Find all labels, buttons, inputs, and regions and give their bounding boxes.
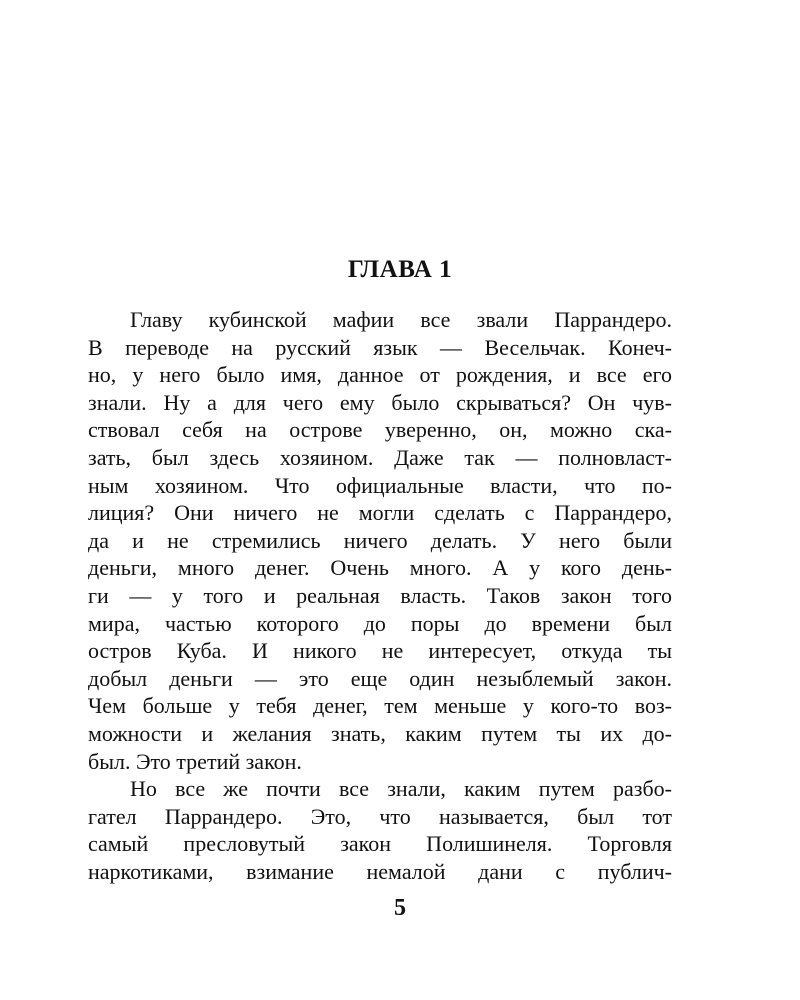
text-line: знали. Ну а для чего ему было скрываться? Он чув-: [88, 389, 672, 415]
text-line: зать, был здесь хозяином. Даже так — полновласт-: [88, 444, 672, 470]
text-line: самый пресловутый закон Полишинеля. Торговля: [88, 831, 672, 857]
text-line: мира, частью которого до поры до времени был: [88, 610, 672, 636]
text-line: но, у него было имя, данное от рождения, и все его: [88, 362, 672, 388]
text-line: добыл деньги — это еще один незыблемый закон.: [88, 665, 672, 691]
text-line: ствовал себя на острове уверенно, он, можно ска-: [88, 417, 672, 443]
page-number: 5: [394, 895, 406, 921]
text-line: остров Куба. И никого не интересует, откуда ты: [88, 638, 672, 664]
chapter-body: [88, 306, 672, 885]
text-line: В переводе на русский язык — Весельчак. Конеч-: [88, 334, 672, 360]
chapter-title: ГЛАВА 1: [347, 256, 453, 283]
text-line: Главу кубинской мафии все звали Паррандеро.: [130, 307, 672, 332]
text-line: можности и желания знать, каким путем ты их до-: [88, 720, 672, 746]
text-line: деньги, много денег. Очень много. А у кого день-: [88, 555, 672, 581]
text-line: лиция? Они ничего не могли сделать с Паррандеро,: [88, 500, 672, 526]
paragraph: [88, 775, 672, 885]
text-line: ги — у того и реальная власть. Таков закон того: [88, 582, 672, 608]
text-line: наркотиками, взимание немалой дани с публич-: [88, 858, 672, 884]
text-line: да и не стремились ничего делать. У него были: [88, 527, 672, 553]
paragraph: [88, 306, 672, 775]
text-line: ным хозяином. Что официальные власти, что по-: [88, 472, 672, 498]
text-line: Но все же почти все знали, каким путем разбо-: [130, 776, 672, 802]
text-line: гател Паррандеро. Это, что называется, был тот: [88, 803, 672, 829]
text-line: был. Это третий закон.: [88, 748, 302, 774]
text-line: Чем больше у тебя денег, тем меньше у кого-то воз-: [88, 693, 672, 719]
